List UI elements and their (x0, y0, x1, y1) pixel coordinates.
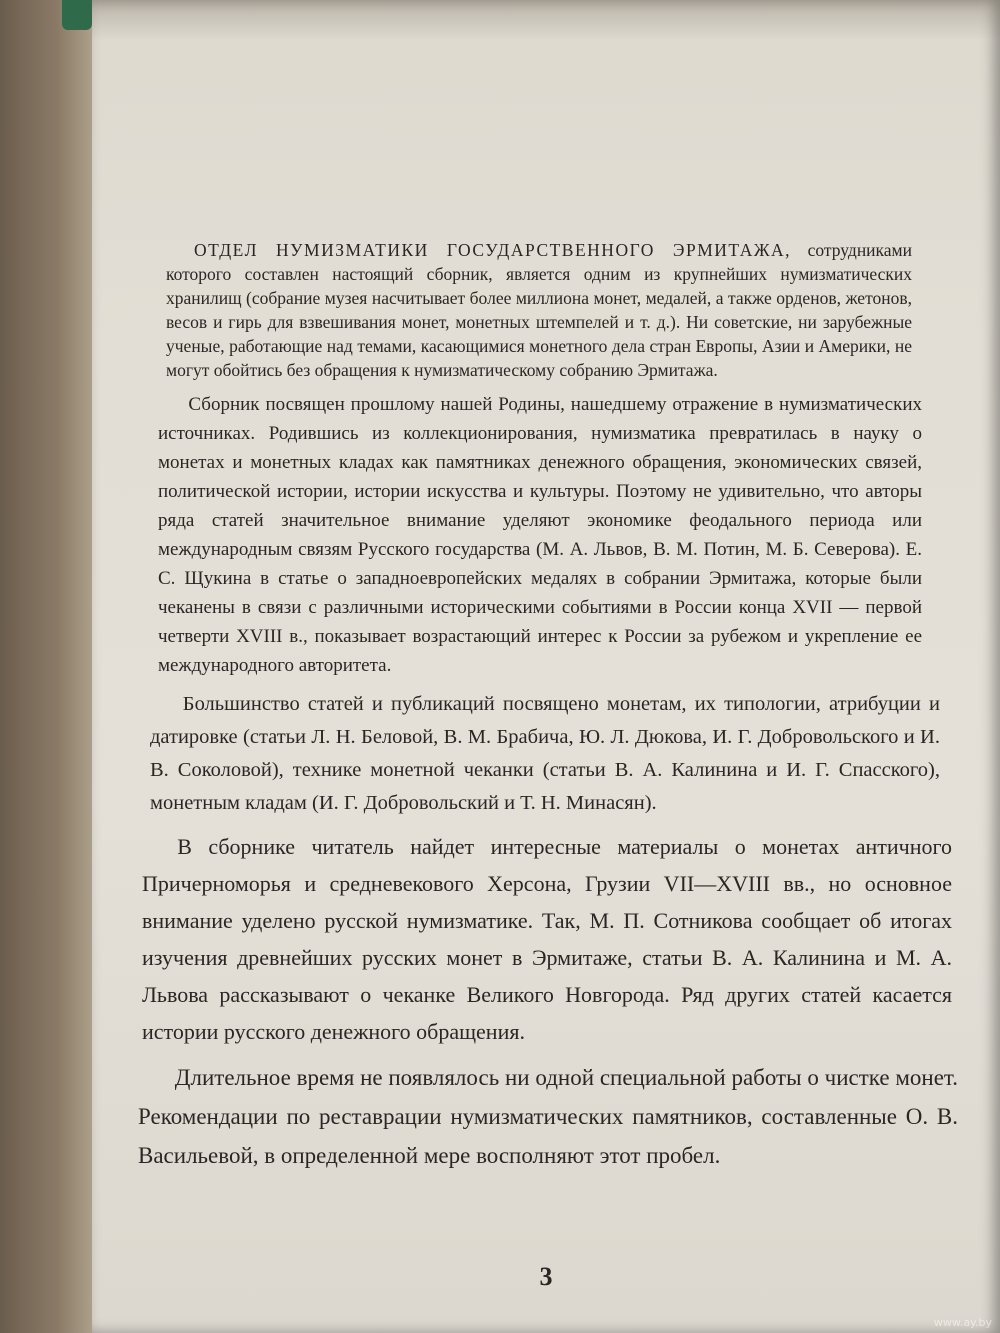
paragraph-2: Сборник посвящен прошлому нашей Родины, нашедшему отражение в нумизматических источниках. Родившись из коллекционирования, нумизматика превратилась в науку о монетах и монетных кладах как памятниках денежного обращения, экономических связей, политической истории, истории искусства и культуры. Поэтому не удивительно, что авторы ряда статей значительное внимание уделяют экономике феодального периода или международным связям Русского государства (М. А. Львов, В. М. Потин, М. Б. Северова). Е. С. Щукина в статье о западноевропейских медалях в собрании Эрмитажа, которые были чеканены в связи с различными историческими событиями в России конца XVII — первой четверти XVIII в., показывает возрастающий интерес к России за рубежом и укрепление ее международного авторитета. (158, 394, 922, 676)
paragraph-1-text: сотрудниками которого составлен настоящий сборник, является одним из крупнейших нумизматических хранилищ (собрание музея насчитывает более миллиона монет, медалей, а также орденов, жетонов, весов и гирь для взвешивания монет, монетных штемпелей и т. д.). Ни советские, ни зарубежные ученые, работающие над темами, касающимися монетного дела стран Европы, Азии и Америки, не могут обойтись без обращения к нумизматическому собранию Эрмитажа. (166, 240, 912, 380)
page-number: 3 (539, 1262, 553, 1291)
watermark: www.ay.by (933, 1316, 992, 1329)
book-cover-edge (0, 0, 96, 1333)
paragraph-5: Длительное время не появлялось ни одной специальной работы о чистке монет. Рекомендации по реставрации нумизматических памятников, составленные О. В. Васильевой, в определенной мере восполняют этот пробел. (138, 1065, 958, 1168)
page-top-shadow (92, 0, 1000, 40)
paragraph-4: В сборнике читатель найдет интересные материалы о монетах античного Причерноморья и средневекового Херсона, Грузии VII—XVIII вв., но основное внимание уделено русской нумизматике. Так, М. П. Сотникова сообщает об итогах изучения древнейших русских монет в Эрмитаже, статьи В. А. Калинина и М. А. Львова рассказывают о чеканке Великого Новгорода. Ряд других статей касается истории русского денежного обращения. (142, 834, 952, 1044)
book-spine-green (62, 0, 92, 30)
paragraph-1 (138, 238, 958, 382)
book-page (92, 0, 1000, 1333)
paragraph-3: Большинство статей и публикаций посвящено монетам, их типологии, атрибуции и датировке (статьи Л. Н. Беловой, В. М. Брабича, Ю. Л. Дюкова, И. Г. Добровольского и И. В. Соколовой), технике монетной чеканки (статьи В. А. Калинина и И. Г. Спасского), монетным кладам (И. Г. Добровольский и Т. Н. Минасян). (150, 693, 940, 814)
lead-heading: ОТДЕЛ НУМИЗМАТИКИ ГОСУДАРСТВЕННОГО ЭРМИТАЖА, (194, 240, 792, 260)
page-text-block (138, 238, 958, 1183)
